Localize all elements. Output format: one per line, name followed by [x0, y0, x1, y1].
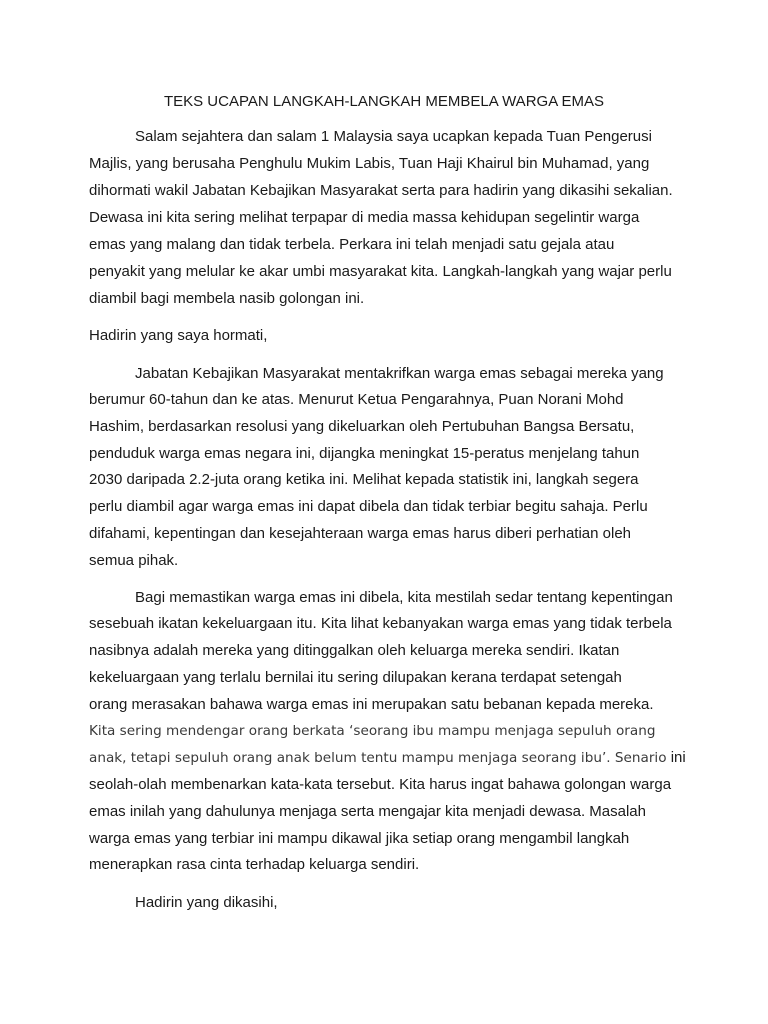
- paragraph-line: Dewasa ini kita sering melihat terpapar di media massa kehidupan segelintir warga: [89, 209, 640, 226]
- paragraph-line: menerapkan rasa cinta terhadap keluarga sendiri.: [89, 856, 420, 873]
- paragraph-line: emas yang malang dan tidak terbela. Perkara ini telah menjadi satu gejala atau: [89, 236, 615, 253]
- paragraph-line: warga emas yang terbiar ini mampu dikawal jika setiap orang mengambil langkah: [89, 830, 630, 847]
- paragraph-line: orang merasakan bahawa warga emas ini merupakan satu bebanan kepada mereka.: [89, 696, 654, 713]
- quote-line: anak, tetapi sepuluh orang anak belum tentu mampu menjaga seorang ibu’. Senario: [89, 750, 667, 766]
- paragraph-line: seolah-olah membenarkan kata-kata tersebut. Kita harus ingat bahawa golongan warga: [89, 776, 672, 793]
- paragraph-line: Jabatan Kebajikan Masyarakat mentakrifkan warga emas sebagai mereka yang: [135, 365, 664, 382]
- paragraph-line: kekeluargaan yang terlalu bernilai itu sering dilupakan kerana terdapat setengah: [89, 669, 622, 686]
- paragraph-line: Hashim, berdasarkan resolusi yang dikeluarkan oleh Pertubuhan Bangsa Bersatu,: [89, 418, 635, 435]
- paragraph-line: penduduk warga emas negara ini, dijangka meningkat 15-peratus menjelang tahun: [89, 445, 640, 462]
- greeting-heading: Hadirin yang dikasihi,: [135, 894, 278, 911]
- paragraph-line: dihormati wakil Jabatan Kebajikan Masyarakat serta para hadirin yang dikasihi sekalian.: [89, 182, 673, 199]
- paragraph-line: diambil bagi membela nasib golongan ini.: [89, 290, 365, 307]
- paragraph-line: emas inilah yang dahulunya menjaga serta mengajar kita menjadi dewasa. Masalah: [89, 803, 646, 820]
- paragraph-line: semua pihak.: [89, 552, 179, 569]
- paragraph-line: Salam sejahtera dan salam 1 Malaysia saya ucapkan kepada Tuan Pengerusi: [135, 128, 652, 145]
- document-title: TEKS UCAPAN LANGKAH-LANGKAH MEMBELA WARGA EMAS: [163, 93, 605, 110]
- paragraph-line: Bagi memastikan warga emas ini dibela, kita mestilah sedar tentang kepentingan: [135, 589, 673, 606]
- quote-line-tail: ini: [666, 749, 686, 766]
- paragraph-line: nasibnya adalah mereka yang ditinggalkan oleh keluarga mereka sendiri. Ikatan: [89, 642, 620, 659]
- paragraph-line: perlu diambil agar warga emas ini dapat dibela dan tidak terbiar begitu sahaja. Perlu: [89, 498, 648, 515]
- paragraph-line: penyakit yang melular ke akar umbi masyarakat kita. Langkah-langkah yang wajar perlu: [89, 263, 672, 280]
- paragraph-line: berumur 60-tahun dan ke atas. Menurut Ketua Pengarahnya, Puan Norani Mohd: [89, 391, 624, 408]
- paragraph-line: sesebuah ikatan kekeluargaan itu. Kita lihat kebanyakan warga emas yang tidak terbela: [89, 615, 672, 632]
- quote-line-wrapper: [89, 748, 686, 768]
- paragraph-line: Majlis, yang berusaha Penghulu Mukim Labis, Tuan Haji Khairul bin Muhamad, yang: [89, 155, 650, 172]
- paragraph-line: difahami, kepentingan dan kesejahteraan warga emas harus diberi perhatian oleh: [89, 525, 632, 542]
- paragraph-line: 2030 daripada 2.2-juta orang ketika ini. Melihat kepada statistik ini, langkah segera: [89, 471, 639, 488]
- greeting-heading: Hadirin yang saya hormati,: [89, 327, 268, 344]
- quote-line: Kita sering mendengar orang berkata ‘seorang ibu mampu menjaga sepuluh orang: [89, 723, 656, 739]
